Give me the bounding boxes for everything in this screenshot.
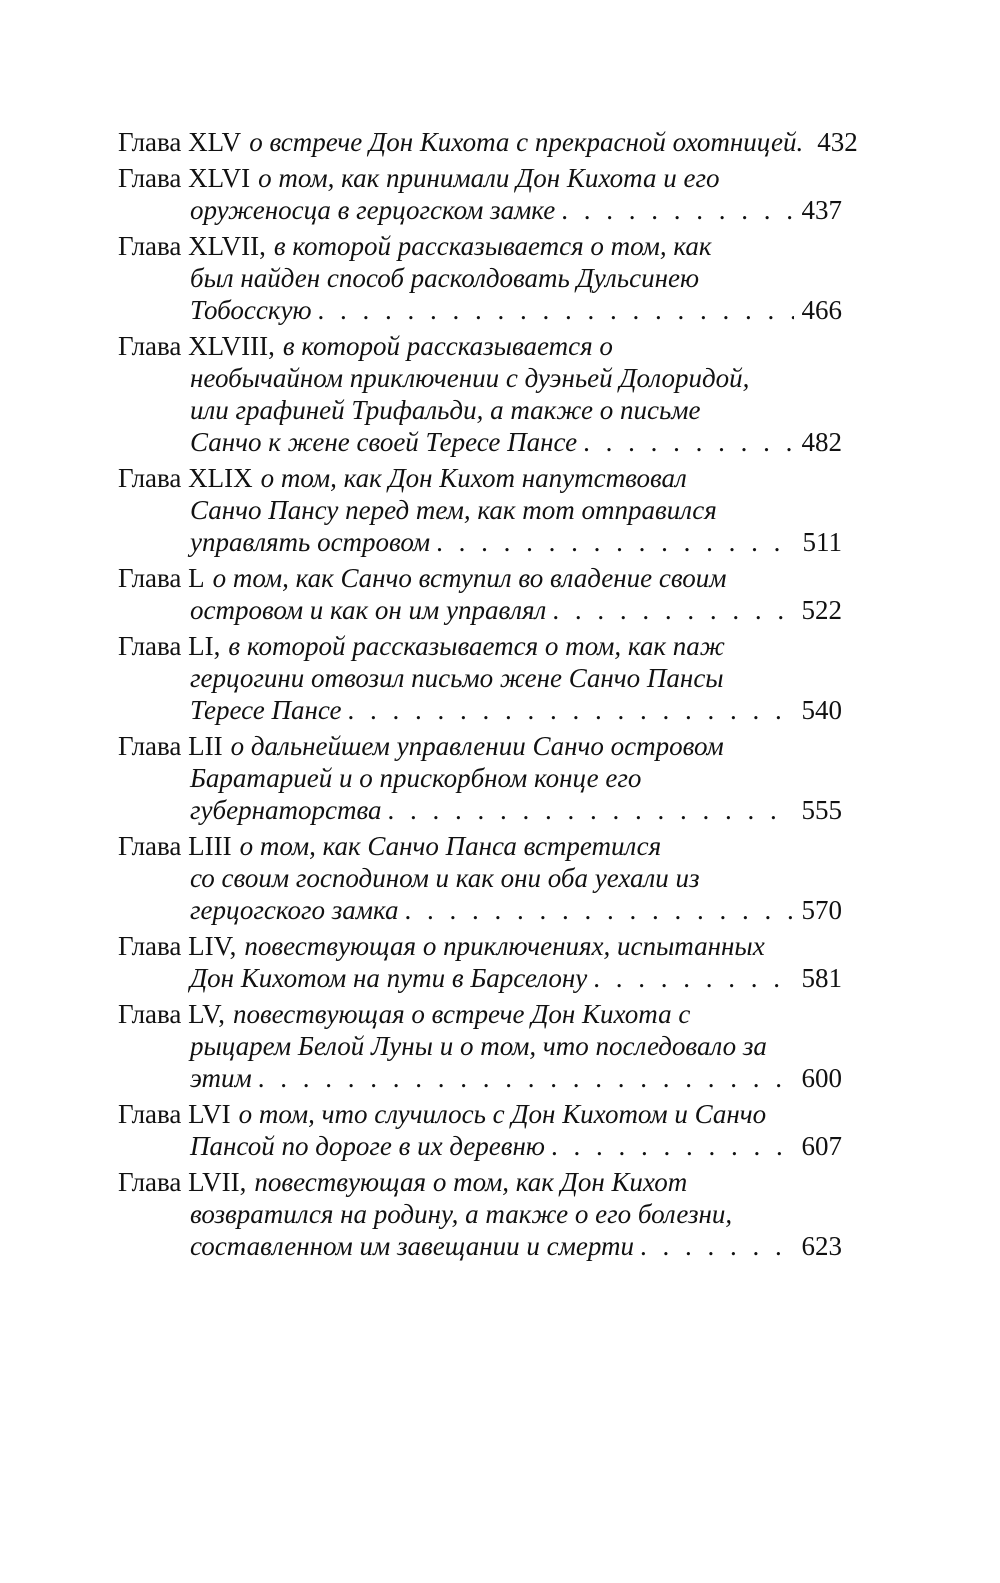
toc-line (118, 562, 842, 594)
chapter-heading: Глава XLV (118, 127, 242, 157)
chapter-title-text: герцогини отвозил письмо жене Санчо Пансы (190, 663, 724, 693)
chapter-title-text: со своим господином и как они оба уехали из (190, 863, 700, 893)
chapter-title-text: губернаторства (190, 795, 382, 825)
page-number: 466 (801, 295, 842, 325)
toc-line (118, 1230, 842, 1262)
chapter-heading: Глава LV, (118, 999, 225, 1029)
chapter-heading: Глава L (118, 563, 205, 593)
chapter-title-text: островом и как он им управлял (190, 595, 547, 625)
page-number: 437 (801, 195, 842, 225)
chapter-title-text: в которой рассказывается о том, как паж (228, 631, 725, 661)
chapter-heading: Глава LIV, (118, 931, 237, 961)
page-number: 540 (801, 695, 842, 725)
toc-line (118, 630, 842, 662)
page-number: 623 (801, 1231, 842, 1261)
toc-line (118, 526, 842, 558)
dot-leader (593, 962, 793, 994)
chapter-heading: Глава XLVII, (118, 231, 266, 261)
page-number: 581 (801, 963, 842, 993)
page-number: 570 (801, 895, 842, 925)
chapter-title-text: повествующая о том, как Дон Кихот (254, 1167, 688, 1197)
chapter-title-text: Тобосскую (190, 295, 312, 325)
toc-line (118, 262, 842, 294)
chapter-title-text: о том, как Санчо вступил во владение своим (212, 563, 727, 593)
chapter-title-text: герцогского замка (190, 895, 399, 925)
chapter-title-text: этим (190, 1063, 252, 1093)
toc-line (118, 494, 842, 526)
dot-leader (583, 426, 793, 458)
toc-entry[interactable] (118, 230, 842, 326)
toc-entry[interactable] (118, 730, 842, 826)
toc-line (118, 962, 842, 994)
toc-line (118, 294, 842, 326)
chapter-title-text: или графиней Трифальди, а также о письме (190, 395, 701, 425)
chapter-title-text: составленном им завещании и смерти (190, 1231, 635, 1261)
chapter-title-text: Дон Кихотом на пути в Барселону (190, 963, 588, 993)
toc-entry[interactable] (118, 998, 842, 1094)
chapter-heading: Глава LIII (118, 831, 232, 861)
toc-entry[interactable] (118, 126, 858, 158)
chapter-heading: Глава LII (118, 731, 223, 761)
toc-line (118, 462, 842, 494)
toc-line (118, 1130, 842, 1162)
chapter-title-text: возвратился на родину, а также о его болезни, (190, 1199, 733, 1229)
toc-entry[interactable] (118, 1166, 842, 1262)
toc-entry[interactable] (118, 930, 842, 994)
dot-leader (436, 526, 794, 558)
toc-line (118, 162, 842, 194)
chapter-title-text: о том, как Дон Кихот напутствовал (260, 463, 687, 493)
chapter-title-text: был найден способ расколдовать Дульсинею (190, 263, 699, 293)
table-of-contents (118, 126, 858, 1266)
toc-line (118, 930, 842, 962)
toc-line (118, 126, 858, 158)
toc-line (118, 730, 842, 762)
dot-leader (318, 294, 794, 326)
chapter-title-text: оруженосца в герцогском замке (190, 195, 556, 225)
chapter-title-text: необычайном приключении с дуэньей Долоридой, (190, 363, 750, 393)
chapter-heading: Глава XLIX (118, 463, 253, 493)
dot-leader (640, 1230, 793, 1262)
toc-line (118, 1030, 842, 1062)
chapter-heading: Глава XLVIII, (118, 331, 275, 361)
toc-line (118, 594, 842, 626)
toc-entry[interactable] (118, 562, 842, 626)
toc-line (118, 794, 842, 826)
dot-leader (348, 694, 794, 726)
toc-line (118, 394, 842, 426)
chapter-title-text: повествующая о встрече Дон Кихота с (232, 999, 691, 1029)
toc-entry[interactable] (118, 830, 842, 926)
dot-leader (388, 794, 794, 826)
toc-entry[interactable] (118, 462, 842, 558)
chapter-title-text: о дальнейшем управлении Санчо островом (230, 731, 724, 761)
chapter-heading: Глава XLVI (118, 163, 251, 193)
chapter-title-text: Пансой по дороге в их деревню (190, 1131, 545, 1161)
toc-line (118, 330, 842, 362)
toc-line (118, 662, 842, 694)
toc-line (118, 1166, 842, 1198)
chapter-title-text: повествующая о приключениях, испытанных (244, 931, 765, 961)
toc-line (118, 230, 842, 262)
chapter-title-text: в которой рассказывается о (282, 331, 613, 361)
toc-line (118, 762, 842, 794)
toc-entry[interactable] (118, 162, 842, 226)
toc-line (118, 862, 842, 894)
page-number: 482 (801, 427, 842, 457)
toc-line (118, 362, 842, 394)
chapter-title-text: о том, что случилось с Дон Кихотом и Санчо (238, 1099, 767, 1129)
chapter-title-text: Баратарией и о прискорбном конце его (190, 763, 642, 793)
chapter-heading: Глава LI, (118, 631, 221, 661)
toc-entry[interactable] (118, 1098, 842, 1162)
toc-line (118, 998, 842, 1030)
chapter-heading: Глава LVII, (118, 1167, 247, 1197)
dot-leader (561, 194, 793, 226)
chapter-title-text: управлять островом (190, 527, 431, 557)
toc-line (118, 426, 842, 458)
dot-leader (552, 594, 793, 626)
chapter-title-text: о том, как принимали Дон Кихота и его (258, 163, 720, 193)
page-number: 511 (802, 527, 842, 557)
chapter-title-text: о встрече Дон Кихота с прекрасной охотницей. (249, 127, 804, 157)
toc-line (118, 830, 842, 862)
dot-leader (404, 894, 793, 926)
chapter-heading: Глава LVI (118, 1099, 231, 1129)
page-number: 522 (801, 595, 842, 625)
toc-entry[interactable] (118, 630, 842, 726)
toc-line (118, 894, 842, 926)
page-number: 607 (801, 1131, 842, 1161)
page-number: 555 (801, 795, 842, 825)
toc-line (118, 1062, 842, 1094)
page-number: 600 (801, 1063, 842, 1093)
page-number: 432 (817, 127, 858, 157)
chapter-title-text: о том, как Санчо Панса встретился (239, 831, 662, 861)
chapter-title-text: Санчо к жене своей Тересе Пансе (190, 427, 578, 457)
chapter-title-text: Тересе Пансе (190, 695, 342, 725)
dot-leader (551, 1130, 794, 1162)
chapter-title-text: в которой рассказывается о том, как (273, 231, 712, 261)
toc-entry[interactable] (118, 330, 842, 458)
chapter-title-text: рыцарем Белой Луны и о том, что последовало за (190, 1031, 767, 1061)
dot-leader (258, 1062, 794, 1094)
toc-line (118, 1198, 842, 1230)
toc-line (118, 1098, 842, 1130)
chapter-title-text: Санчо Пансу перед тем, как тот отправился (190, 495, 717, 525)
toc-line (118, 194, 842, 226)
toc-line (118, 694, 842, 726)
